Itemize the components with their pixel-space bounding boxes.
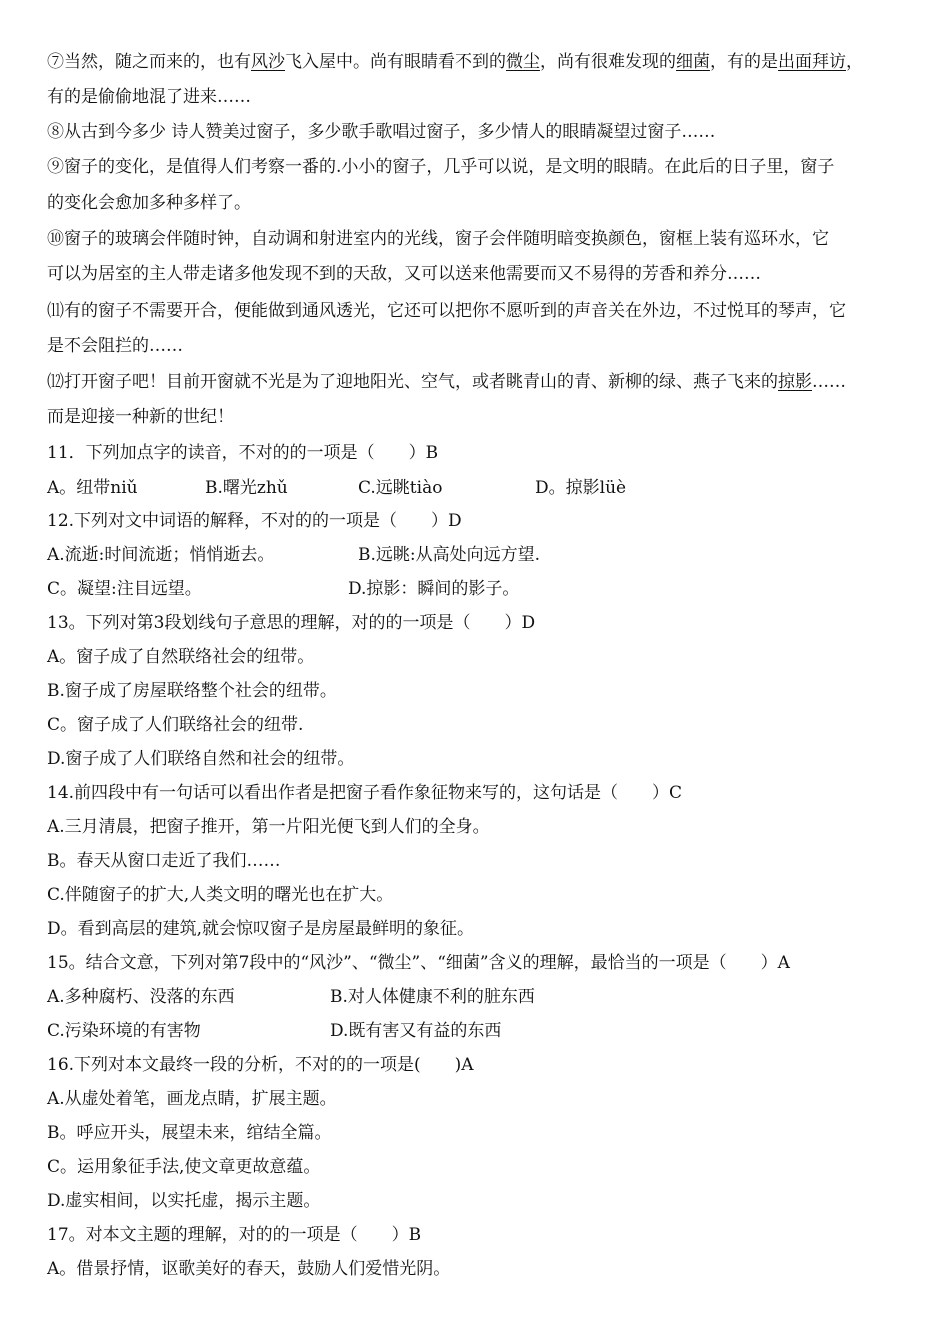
question-12-stem: 12.下列对文中词语的解释，不对的的一项是（ ）D xyxy=(47,511,462,531)
paragraph-10-line-2: 可以为居室的主人带走诸多他发现不到的天敌，又可以送来他需要而又不易得的芳香和养分…… xyxy=(47,264,761,284)
question-14-stem: 14.前四段中有一句话可以看出作者是把窗子看作象征物来写的，这句话是（ ）C xyxy=(47,783,683,803)
question-12-option-c: C。凝望:注目远望。 xyxy=(47,579,202,599)
text-segment: ，有的是 xyxy=(710,52,778,72)
question-13-option-a: A。窗子成了自然联络社会的纽带。 xyxy=(47,647,315,667)
question-16-option-a: A.从虚处着笔，画龙点睛，扩展主题。 xyxy=(47,1089,337,1109)
paragraph-11-line-2: 是不会阻拦的…… xyxy=(47,336,183,356)
paragraph-9-line-2: 的变化会愈加多种多样了。 xyxy=(47,193,251,213)
question-11-stem: 11．下列加点字的读音，不对的的一项是（ ）B xyxy=(47,443,439,463)
paragraph-12-line-1 xyxy=(47,370,846,394)
text-segment: ， xyxy=(846,52,863,72)
question-17-stem: 17。对本文主题的理解，对的的一项是（ ）B xyxy=(47,1225,422,1245)
question-15-stem: 15。结合文意，下列对第7段中的“风沙”、“微尘”、“细菌”含义的理解，最恰当的一项是（ ）A xyxy=(47,953,790,973)
question-15-option-a: A.多种腐朽、没落的东西 xyxy=(47,987,235,1007)
paragraph-10-line-1: ⑩窗子的玻璃会伴随时钟，自动调和射进室内的光线，窗子会伴随明暗变换颜色，窗框上装有巡环水，它 xyxy=(47,229,829,249)
paragraph-7-line-1 xyxy=(47,50,863,74)
paragraph-12-line-2: 而是迎接一种新的世纪！ xyxy=(47,407,234,427)
question-14-option-c: C.伴随窗子的扩大,人类文明的曙光也在扩大。 xyxy=(47,885,394,905)
underlined-word: 细菌 xyxy=(676,52,710,72)
question-13-option-c: C。窗子成了人们联络社会的纽带. xyxy=(47,715,304,735)
question-12-option-d: D.掠影：瞬间的影子。 xyxy=(348,579,520,599)
question-12-option-b: B.远眺:从高处向远方望. xyxy=(358,545,541,565)
paragraph-7-line-2: 有的是偷偷地混了进来…… xyxy=(47,87,251,107)
question-14-option-d: D。看到高层的建筑,就会惊叹窗子是房屋最鲜明的象征。 xyxy=(47,919,475,939)
question-14-option-a: A.三月清晨，把窗子推开，第一片阳光便飞到人们的全身。 xyxy=(47,817,490,837)
paragraph-11-line-1: ⑾有的窗子不需要开合，便能做到通风透光，它还可以把你不愿听到的声音关在外边，不过悦耳的琴声，它 xyxy=(47,301,846,321)
question-13-option-d: D.窗子成了人们联络自然和社会的纽带。 xyxy=(47,749,355,769)
question-16-option-b: B。呼应开头，展望未来，绾结全篇。 xyxy=(47,1123,332,1143)
question-17-option-a: A。借景抒情，讴歌美好的春天，鼓励人们爱惜光阴。 xyxy=(47,1259,451,1279)
question-12-option-a: A.流逝:时间流逝；悄悄逝去。 xyxy=(47,545,275,565)
question-13-stem: 13。下列对第3段划线句子意思的理解，对的的一项是（ ）D xyxy=(47,613,536,633)
text-segment: …… xyxy=(812,372,846,392)
underlined-word: 出面拜访 xyxy=(778,52,846,72)
question-15-option-b: B.对人体健康不利的脏东西 xyxy=(330,987,535,1007)
question-11-option-c: C.远眺tiào xyxy=(358,478,443,498)
text-segment: ，尚有很难发现的 xyxy=(540,52,676,72)
question-11-option-b: B.曙光zhǔ xyxy=(205,478,288,498)
text-segment: ⑦当然，随之而来的，也有 xyxy=(47,52,251,72)
underlined-word: 掠影 xyxy=(778,372,812,392)
question-14-option-b: B。春天从窗口走近了我们…… xyxy=(47,851,281,871)
question-11-option-d: D。掠影lüè xyxy=(535,478,627,498)
question-13-option-b: B.窗子成了房屋联络整个社会的纽带。 xyxy=(47,681,337,701)
paragraph-9-line-1: ⑨窗子的变化，是值得人们考察一番的.小小的窗子，几乎可以说，是文明的眼睛。在此后的日子里，窗子 xyxy=(47,157,835,177)
underlined-word: 微尘 xyxy=(506,52,540,72)
paragraph-8: ⑧从古到今多少 诗人赞美过窗子，多少歌手歌唱过窗子，多少情人的眼睛凝望过窗子…… xyxy=(47,122,716,142)
question-15-option-d: D.既有害又有益的东西 xyxy=(330,1021,502,1041)
question-16-stem: 16.下列对本文最终一段的分析，不对的的一项是( )A xyxy=(47,1055,474,1075)
question-16-option-c: C。运用象征手法,使文章更故意蕴。 xyxy=(47,1157,321,1177)
underlined-word: 风沙 xyxy=(251,52,285,72)
question-11-option-a: A。纽带niǔ xyxy=(47,478,138,498)
question-16-option-d: D.虚实相间，以实托虚，揭示主题。 xyxy=(47,1191,321,1211)
question-15-option-c: C.污染环境的有害物 xyxy=(47,1021,201,1041)
text-segment: 飞入屋中。尚有眼睛看不到的 xyxy=(285,52,506,72)
text-segment: ⑿打开窗子吧！目前开窗就不光是为了迎地阳光、空气，或者眺青山的青、新柳的绿、燕子飞来的 xyxy=(47,372,778,392)
